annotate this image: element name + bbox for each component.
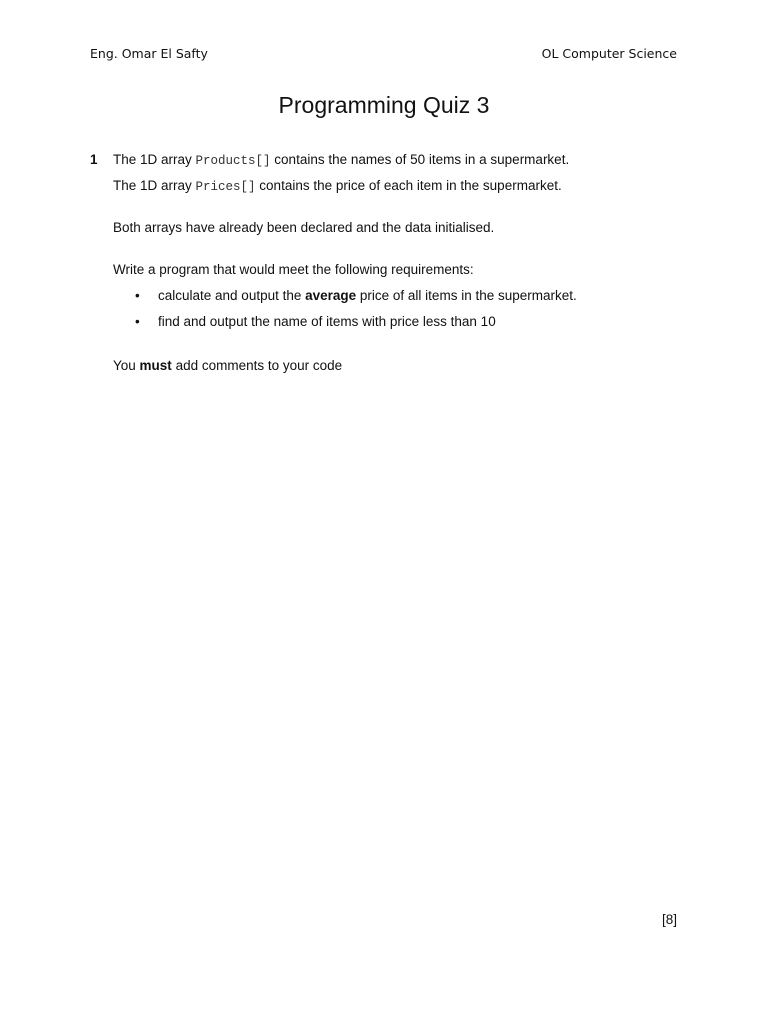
requirement-average-bold: average xyxy=(305,288,357,303)
products-text-after: contains the names of 50 items in a supermarket. xyxy=(270,152,570,167)
comments-note xyxy=(113,358,342,373)
products-array-code: Products[] xyxy=(195,154,271,168)
requirement-average-after: price of all items in the supermarket. xyxy=(356,288,577,303)
prices-text-after: contains the price of each item in the supermarket. xyxy=(255,178,562,193)
question-line-prices xyxy=(113,178,562,194)
question-line-products xyxy=(113,152,569,168)
question-number: 1 xyxy=(90,152,98,167)
requirement-average-before: calculate and output the xyxy=(158,288,306,303)
bullet-marker-2: • xyxy=(135,314,140,329)
comments-note-after: add comments to your code xyxy=(171,358,343,373)
comments-note-bold: must xyxy=(139,358,172,373)
prices-text-before: The 1D array xyxy=(113,178,196,193)
marks-total: [8] xyxy=(661,912,677,927)
requirement-average xyxy=(158,288,577,303)
comments-note-before: You xyxy=(113,358,140,373)
page-title: Programming Quiz 3 xyxy=(278,92,490,118)
requirement-price-filter: find and output the name of items with price less than 10 xyxy=(158,314,496,329)
question-line-declared: Both arrays have already been declared and the data initialised. xyxy=(113,220,495,235)
question-line-requirements: Write a program that would meet the following requirements: xyxy=(113,262,474,277)
prices-array-code: Prices[] xyxy=(195,180,256,194)
page-header-author: Eng. Omar El Safty xyxy=(90,46,208,61)
page-header-course: OL Computer Science xyxy=(541,46,677,61)
bullet-marker-1: • xyxy=(135,288,140,303)
products-text-before: The 1D array xyxy=(113,152,196,167)
